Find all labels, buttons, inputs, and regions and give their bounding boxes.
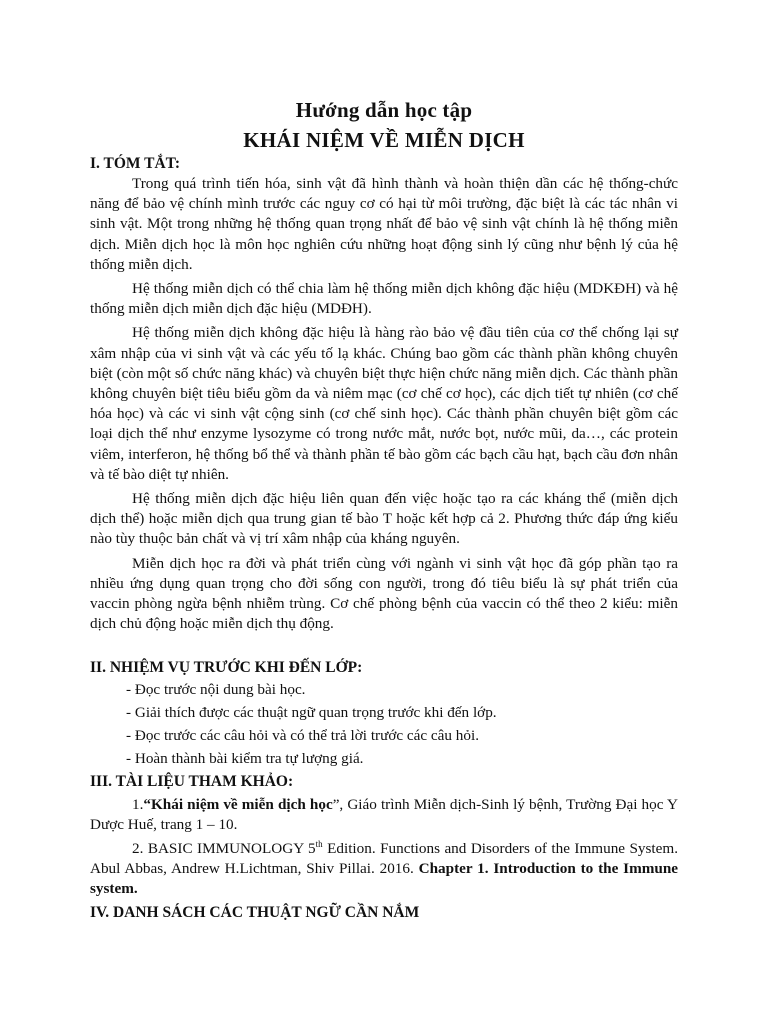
list-item: - Đọc trước nội dung bài học. <box>126 681 306 699</box>
list-item: - Hoàn thành bài kiểm tra tự lượng giá. <box>126 749 364 767</box>
list-item: - Đọc trước các câu hỏi và có thể trả lời trước các câu hỏi. <box>126 727 479 745</box>
reference-1-title: “Khái niệm về miễn dịch học <box>143 795 333 813</box>
reference-2-prefix: 2. BASIC IMMUNOLOGY 5 <box>132 840 316 858</box>
reference-2-superscript: th <box>315 839 323 849</box>
section-heading-references: III. TÀI LIỆU THAM KHẢO: <box>90 772 294 790</box>
document-title: Hướng dẫn học tập <box>295 98 473 122</box>
reference-2 <box>90 839 678 900</box>
summary-paragraph-2: Hệ thống miễn dịch có thể chia làm hệ thống miễn dịch không đặc hiệu (MDKĐH) và hệ thống miễn dịch miễn dịch đặc hiệu (MDĐH). <box>90 280 678 318</box>
section-heading-summary: I. TÓM TẮT: <box>90 155 181 172</box>
reference-1-number: 1. <box>132 795 144 813</box>
section-heading-terms: IV. DANH SÁCH CÁC THUẬT NGỮ CẦN NẮM <box>90 903 420 921</box>
reference-2-details: Edition. Functions and Disorders of the Immune System. Abul Abbas, Andrew H.Lichtman, Shiv Pillai. 2016. <box>90 840 678 878</box>
reference-1 <box>90 795 678 835</box>
summary-paragraph-4: Hệ thống miễn dịch đặc hiệu liên quan đến việc hoặc tạo ra các kháng thể (miễn dịch dịch thể) hoặc miễn dịch qua trung gian tế bào T hoặc kết hợp cả 2. Phương thức đáp ứng kiểu nào tùy thuộc bản chất và vị trí xâm nhập của kháng nguyên. <box>90 490 678 548</box>
list-item: - Giải thích được các thuật ngữ quan trọng trước khi đến lớp. <box>126 704 497 722</box>
reference-2-chapter: Chapter 1. Introduction to the Immune system. <box>90 860 679 898</box>
document-subtitle: KHÁI NIỆM VỀ MIỄN DỊCH <box>243 128 525 152</box>
summary-paragraph-5: Miễn dịch học ra đời và phát triển cùng với ngành vi sinh vật học đã góp phần tạo ra nhiều ứng dụng quan trọng cho đời sống con người, trong đó tiêu biểu là sự phát triển của vaccin phòng ngừa bệnh nhiễm trùng. Cơ chế phòng bệnh của vaccin có thể theo 2 kiểu: miễn dịch chủ động hoặc miễn dịch thụ động. <box>90 554 678 633</box>
summary-paragraph-3: Hệ thống miễn dịch không đặc hiệu là hàng rào bảo vệ đầu tiên của cơ thể chống lại sự xâm nhập của vi sinh vật và các yếu tố lạ khác. Chúng bao gồm các thành phần không chuyên biệt (còn một số chức năng khác) và chuyên biệt thực hiện chức năng miễn dịch. Các thành phần không chuyên biệt tiêu biểu gồm da và niêm mạc (cơ chế cơ học), các dịch tiết tự nhiên (cơ chế hóa học) và các vi sinh vật cộng sinh (cơ chế sinh học). Các thành phần chuyên biệt gồm các loại dịch thể như enzyme lysozyme có trong nước mắt, nước bọt, nước mũi, da…, các protein viêm, interferon, hệ thống bổ thể và thành phần tế bào gồm các bạch cầu hạt, bạch cầu đơn nhân và tế bào diệt tự nhiên. <box>90 324 678 483</box>
task-list <box>90 680 678 769</box>
section-heading-tasks: II. NHIỆM VỤ TRƯỚC KHI ĐẾN LỚP: <box>90 659 363 677</box>
summary-paragraph-1: Trong quá trình tiến hóa, sinh vật đã hình thành và hoàn thiện dần các hệ thống-chức năng để bảo vệ chính mình trước các nguy cơ có hại từ môi trường, đặc biệt là các tác nhân vi sinh vật. Một trong những hệ thống quan trọng nhất để bảo vệ sinh vật chính là hệ thống miễn dịch. Miễn dịch học là môn học nghiên cứu những hoạt động sinh lý cũng như bệnh lý của hệ thống miễn dịch. <box>90 175 678 273</box>
reference-1-details: ”, Giáo trình Miễn dịch-Sinh lý bệnh, Trường Đại học Y Dược Huế, trang 1 – 10. <box>90 795 678 833</box>
